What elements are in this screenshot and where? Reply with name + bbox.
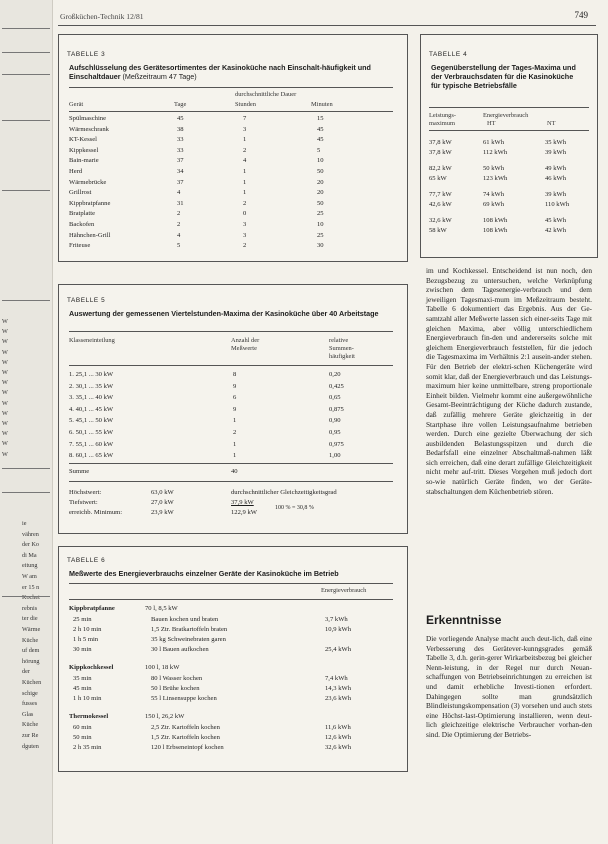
prev-page-text: Kochet — [22, 594, 40, 602]
table-cell: 9 — [233, 382, 237, 390]
table-cell: 1,5 Ztr. Kartoffeln kochen — [151, 734, 220, 741]
prev-page-text: rebnis — [22, 604, 38, 612]
table-cell: 120 l Erbseneintopf kochen — [151, 744, 224, 751]
header-rule — [58, 25, 596, 26]
table-cell: 32,6 kW — [429, 217, 452, 224]
prev-page-fragment: W — [2, 389, 8, 397]
col-header: häufigkeit — [329, 353, 355, 360]
table-title: Auswertung der gemessenen Viertelstunden-Maxima der Kasinoküche über 40 Arbeitstage — [69, 309, 379, 318]
table-cell: 3,7 kWh — [325, 616, 348, 623]
table-cell: 42,6 kW — [429, 201, 452, 208]
table-cell: 45 — [317, 125, 324, 133]
row-label: Kippkessel — [69, 146, 99, 154]
table-cell: 6 — [233, 394, 237, 402]
stat-label: erreichb. Minimum: — [69, 509, 123, 516]
col-header: Summen- — [329, 345, 354, 352]
table-cell: 55 l Linsensuppe kochen — [151, 695, 217, 702]
stat-label: Tiefstwert: — [69, 499, 98, 506]
table-cell: 0,90 — [329, 417, 341, 425]
table-cell: Bauen kochen und braten — [151, 616, 219, 623]
prev-page-text: vähren — [22, 530, 39, 538]
page-number: 749 — [574, 10, 588, 20]
table-cell: 1 h 5 min — [73, 636, 99, 643]
prev-page-fragment: W — [2, 409, 8, 417]
col-header: Leistungs- — [429, 112, 456, 119]
prev-page-fragment: W — [2, 338, 8, 346]
table-cell: 35 kg Schweinebraten garen — [151, 636, 226, 643]
table-label: TABELLE 5 — [67, 297, 106, 304]
prev-page-rule — [2, 120, 50, 121]
table-cell: 7. 55,1 ... 60 kW — [69, 440, 114, 448]
prev-page-rule — [2, 596, 50, 597]
row-label: Wärmeschrank — [69, 125, 109, 133]
table-cell: 45 — [317, 136, 324, 144]
row-label: Backofen — [69, 221, 95, 228]
table-cell: 1. 25,1 ... 30 kW — [69, 371, 114, 378]
table-cell: 1 — [243, 168, 247, 175]
prev-page-text: W am — [22, 573, 37, 580]
table-cell: 1,5 Ztr. Bratkartoffeln braten — [151, 626, 228, 633]
table-cell: 58 kW — [429, 227, 447, 234]
table-cell: 112 kWh — [483, 149, 508, 156]
col-header: relative — [329, 337, 349, 344]
table-cell: 0,65 — [329, 394, 341, 402]
table-cell: 1 — [233, 417, 237, 425]
prev-page-fragment: W — [2, 399, 8, 407]
table-cell: 30 l Bauen aufkochen — [151, 646, 209, 653]
prev-page-text: Glas — [22, 710, 34, 718]
table-cell: 9 — [233, 405, 237, 413]
col-header: NT — [547, 120, 556, 127]
table-cell: 32,6 kWh — [325, 744, 352, 751]
table-cell: 25 min — [73, 616, 92, 623]
prev-page-fragment: W — [2, 440, 8, 448]
prev-page-fragment: W — [2, 358, 8, 366]
table-3 — [58, 34, 408, 262]
table-cell: 65 kW — [429, 175, 447, 182]
body-paragraph-2: Die vorliegende Analyse macht auch deut-lich, daß eine Verbesserung des Gerätever-kunngsgrades gemäß Tabelle 3, d.h. gerin-gerer Wirkarbeitsbezug bei gleicher Nenn-leistung, in der Regel nur durch Neuan-schaffungen von Betriebseinrichtungen zu erreichen ist und damit erhebliche Investi-tionen erfordert. Dahingegen sollte man grundsätzlich Blindleistungskompensation (3) vorsehen und auch stets eine Höchst-last-Optimierung installieren, wenn deut-lich gleichzeitige elektrische Verbraucher vorhan-den sind. Die Optimierung der Betriebs- — [426, 634, 592, 739]
table-cell: 2 h 35 min — [73, 744, 102, 751]
row-label: Friteuse — [69, 242, 91, 250]
prev-page-text: Küche — [22, 721, 39, 729]
table-cell: 49 kWh — [545, 165, 567, 172]
table-cell: 14,3 kWh — [325, 685, 352, 692]
table-cell: 30 — [317, 242, 324, 250]
table-cell: 10 — [317, 221, 324, 228]
table-title: Meßwerte des Energieverbrauchs einzelner Geräte der Kasinoküche im Betrieb — [69, 569, 339, 578]
table-cell: 8. 60,1 ... 65 kW — [69, 452, 114, 460]
table-cell: 46 kWh — [545, 175, 567, 182]
row-label: Kippbratpfanne — [69, 199, 111, 207]
table-cell: 11,6 kWh — [325, 724, 351, 731]
sum-value: 40 — [231, 468, 238, 475]
table-cell: 20 — [317, 189, 324, 197]
table-cell: 2 — [243, 199, 247, 207]
table-cell: 5. 45,1 ... 50 kW — [69, 417, 114, 425]
table-cell: 15 — [317, 115, 324, 122]
table-cell: 61 kWh — [483, 139, 505, 146]
table-cell: 82,2 kW — [429, 165, 452, 172]
table-cell: 108 kWh — [483, 227, 508, 234]
table-cell: 1,00 — [329, 452, 341, 460]
prev-page-rule — [2, 190, 50, 191]
row-label: KT-Kessel — [69, 136, 97, 144]
table-cell: 42 kWh — [545, 227, 567, 234]
table-cell: 2 h 10 min — [73, 626, 102, 633]
col-header: Stunden — [235, 101, 256, 108]
prev-page-text: dguten — [22, 742, 39, 750]
prev-page-rule — [2, 300, 50, 301]
prev-page-rule — [2, 468, 50, 469]
group-spec: 100 l, 18 kW — [145, 664, 180, 671]
table-cell: 2 — [233, 429, 237, 436]
col-header: Minuten — [311, 101, 333, 108]
table-cell: 3. 35,1 ... 40 kW — [69, 394, 114, 402]
col-header: Anzahl der — [231, 337, 260, 344]
running-header: Großküchen-Technik 12/81 — [60, 12, 144, 21]
table-cell: 34 — [177, 168, 184, 175]
prev-page-rule — [2, 74, 50, 75]
table-cell: 31 — [177, 199, 184, 207]
section-heading: Erkenntnisse — [426, 613, 502, 627]
table-cell: 25 — [317, 231, 324, 239]
table-cell: 10,9 kWh — [325, 626, 352, 633]
table-cell: 23,6 kWh — [325, 695, 352, 702]
table-cell: 2,5 Ztr. Kartoffeln kochen — [151, 724, 220, 731]
table-cell: 2 — [177, 221, 181, 228]
table-cell: 8 — [233, 371, 237, 378]
group-head: Thermokessel — [69, 713, 109, 720]
table-cell: 45 kWh — [545, 217, 567, 224]
table-cell: 39 kWh — [545, 191, 567, 198]
table-cell: 0,875 — [329, 405, 344, 413]
prev-page-text: der — [22, 668, 30, 676]
stat-label: Höchstwert: — [69, 489, 102, 496]
stat-value: 23,9 kW — [151, 509, 174, 516]
table-cell: 60 min — [73, 724, 92, 731]
table-cell: 4 — [177, 189, 181, 197]
prev-page-text: ie — [22, 520, 27, 527]
table-cell: 6. 50,1 ... 55 kW — [69, 429, 114, 436]
row-label: Bain-marie — [69, 157, 99, 165]
table-cell: 50 l Brühe kochen — [151, 685, 200, 692]
table-cell: 123 kWh — [483, 175, 508, 182]
previous-page-strip — [0, 0, 53, 844]
gleich-result: 100 % = 30,8 % — [275, 505, 314, 511]
gleich-label: durchschnittlicher Gleichzeitigkeitsgrad — [231, 489, 337, 496]
prev-page-text: fusses — [22, 700, 38, 708]
prev-page-text: der Ko — [22, 541, 40, 549]
table-cell: 39 kWh — [545, 149, 567, 156]
table-cell: 1 — [233, 440, 237, 448]
prev-page-fragment: W — [2, 450, 8, 458]
prev-page-fragment: W — [2, 420, 8, 427]
gleich-value-2: 122,9 kW — [231, 509, 258, 516]
group-spec: 70 l, 8,5 kW — [145, 605, 178, 612]
table-cell: 25 — [317, 210, 324, 218]
table-cell: 4. 40,1 ... 45 kW — [69, 405, 114, 413]
prev-page-fragment: W — [2, 369, 8, 376]
col-header: Tage — [174, 101, 187, 108]
prev-page-text: di Ma — [22, 551, 37, 559]
gleich-value-1: 37,9 kW — [231, 499, 254, 506]
table-title: Gegenüberstellung der Tages-Maxima und der Verbrauchsdaten für die Kasinoküche für typische Betriebsfälle — [431, 63, 576, 90]
prev-page-text: eitung — [22, 562, 38, 570]
table-cell: 37 — [177, 157, 184, 165]
table-cell: 2 — [177, 210, 181, 218]
col-header: Meßwerte — [231, 345, 257, 352]
group-head: Kippkochkessel — [69, 664, 114, 671]
row-label: Wärmebrücke — [69, 178, 107, 186]
table-4 — [420, 34, 598, 258]
table-cell: 37,8 kW — [429, 149, 452, 156]
prev-page-rule — [2, 52, 50, 53]
table-cell: 74 kWh — [483, 191, 505, 198]
body-paragraph-1: im und Kochkessel. Entscheidend ist nun noch, den Bezugsbezug zu untersuchen, welche Verknüpfung zwischen dem Tagesenergie-verbrauch und dem jeweiligen Tagesmaxi-mum im Meßzeitraum besteht. Tabelle 6 dokumentiert das Ergebnis. Aus der Ge-samtzahl aller Meßwerte lassen sich einer-seits Tage mit gleichen Maxima, aber völlig unterschiedlichem Energieverbrauch fin-den und andererseits solche mit gleichem Energieverbrauch feststellen, für die jedoch die Tagesmaxima im Verhältnis 2:1 ausein-ander stehen. Für den Betrieb der elektri-schen Küchengeräte wird somit klar, daß der Energieverbrauch und das Leistungs-maximum hier keine unmittelbare, streng proportionale Einheit bilden. Vielmehr kommt eine außergewöhnliche Gesamt-Beeinträchtigung der Küche dadurch zustande, daß zufällig mehrere Geräte gleichzeitig in der Startphase ihre vollen Leistungsaufnahme betrieben werden. Durch eine gezielte Überwachung der sich ausbildenden Belastungsspitzen und durch die Bedarfsfall eine einzelner Abschaltmaß-nahmen läßt sich erreichen, daß eine derart zufällige Gleichzeitigkeit nicht mehr auf-tritt. Dieses Vorgehen muß jedoch dort so-wie natürlich Geräte finden, wo der Geräte-stabschaltungen dem Küchenbetrieb stören. — [426, 266, 592, 496]
table-cell: 35 kWh — [545, 139, 567, 146]
table-cell: 0,425 — [329, 382, 344, 390]
table-cell: 1 — [243, 178, 247, 186]
row-label: Spülmaschine — [69, 115, 106, 122]
table-cell: 45 — [177, 115, 184, 122]
table-cell: 12,6 kWh — [325, 734, 352, 741]
table-cell: 0,95 — [329, 429, 341, 436]
row-label: Grillrost — [69, 189, 92, 197]
prev-page-fragment: W — [2, 348, 8, 356]
col-header: Gerät — [69, 101, 84, 108]
col-header: Klasseneinteilung — [69, 337, 115, 344]
table-cell: 1 — [243, 189, 247, 197]
group-spec: 150 l, 26,2 kW — [145, 713, 185, 720]
table-cell: 2 — [243, 146, 247, 154]
table-title: Aufschlüsselung des Gerätesortimentes der Kasinoküche nach Einschalt-häufigkeit und Einschaltdauer (Meßzeitraum 47 Tage) — [69, 63, 371, 81]
prev-page-text: hörung — [22, 657, 40, 665]
table-cell: 2. 30,1 ... 35 kW — [69, 382, 114, 390]
prev-page-text: Wärme — [22, 626, 41, 633]
table-cell: 5 — [317, 146, 321, 154]
table-cell: 1 — [243, 136, 247, 144]
table-cell: 37 — [177, 178, 184, 186]
table-cell: 4 — [177, 231, 181, 239]
prev-page-fragment: W — [2, 379, 8, 387]
table-cell: 0 — [243, 210, 247, 218]
table-5 — [58, 284, 408, 534]
table-cell: 80 l Wasser kochen — [151, 675, 203, 682]
group-head: Kippbratpfanne — [69, 605, 115, 612]
row-label: Bratplatte — [69, 210, 95, 218]
table-cell: 3 — [243, 125, 247, 133]
table-cell: 0,20 — [329, 371, 341, 378]
prev-page-text: uf dem — [22, 647, 40, 655]
sum-label: Summe — [69, 468, 90, 475]
prev-page-fragment: W — [2, 318, 8, 325]
table-6 — [58, 546, 408, 772]
table-cell: 1 — [233, 452, 237, 460]
prev-page-text: schige — [22, 689, 38, 697]
table-cell: 33 — [177, 136, 184, 144]
table-label: TABELLE 6 — [67, 557, 106, 564]
table-cell: 0,975 — [329, 440, 344, 448]
table-cell: 5 — [177, 242, 181, 250]
stat-value: 27,0 kW — [151, 499, 174, 506]
stat-value: 63,0 kW — [151, 489, 174, 496]
prev-page-text: zur Re — [22, 732, 39, 739]
prev-page-text: Küche — [22, 636, 39, 644]
table-label: TABELLE 4 — [429, 51, 468, 58]
prev-page-fragment: W — [2, 430, 8, 438]
table-cell: 20 — [317, 178, 324, 186]
table-cell: 50 — [317, 199, 324, 207]
prev-page-fragment: W — [2, 328, 8, 336]
table-cell: 50 — [317, 168, 324, 175]
table-cell: 7,4 kWh — [325, 675, 348, 682]
table-cell: 33 — [177, 146, 184, 154]
table-cell: 2 — [243, 242, 247, 250]
table-cell: 45 min — [73, 685, 92, 692]
table-cell: 69 kWh — [483, 201, 505, 208]
table-cell: 37,8 kW — [429, 139, 452, 146]
prev-page-text: ter die — [22, 615, 38, 623]
row-label: Hähnchen-Grill — [69, 231, 111, 239]
table-cell: 35 min — [73, 675, 92, 682]
col-header: Energieverbrauch — [483, 112, 529, 119]
table-cell: 7 — [243, 115, 247, 122]
col-header: maximum — [429, 120, 455, 127]
prev-page-text: Küchen — [22, 679, 42, 686]
table-cell: 25,4 kWh — [325, 646, 352, 653]
col-header: Energieverbrauch — [321, 587, 367, 594]
table-cell: 50 kWh — [483, 165, 505, 172]
prev-page-text: er 15 n — [22, 583, 40, 591]
table-cell: 10 — [317, 157, 324, 165]
prev-page-rule — [2, 492, 50, 493]
row-label: Herd — [69, 168, 83, 175]
table-label: TABELLE 3 — [67, 51, 106, 58]
col-header: HT — [487, 120, 496, 127]
table-cell: 4 — [243, 157, 247, 165]
table-cell: 30 min — [73, 646, 92, 653]
table-cell: 77,7 kW — [429, 191, 452, 198]
table-cell: 3 — [243, 231, 247, 239]
table-cell: 108 kWh — [483, 217, 508, 224]
table-cell: 38 — [177, 125, 184, 133]
table-cell: 110 kWh — [545, 201, 570, 208]
col-header: durchschnittliche Dauer — [235, 91, 297, 98]
table-cell: 1 h 10 min — [73, 695, 102, 702]
prev-page-rule — [2, 28, 50, 29]
table-cell: 50 min — [73, 734, 92, 741]
table-cell: 3 — [243, 221, 247, 228]
